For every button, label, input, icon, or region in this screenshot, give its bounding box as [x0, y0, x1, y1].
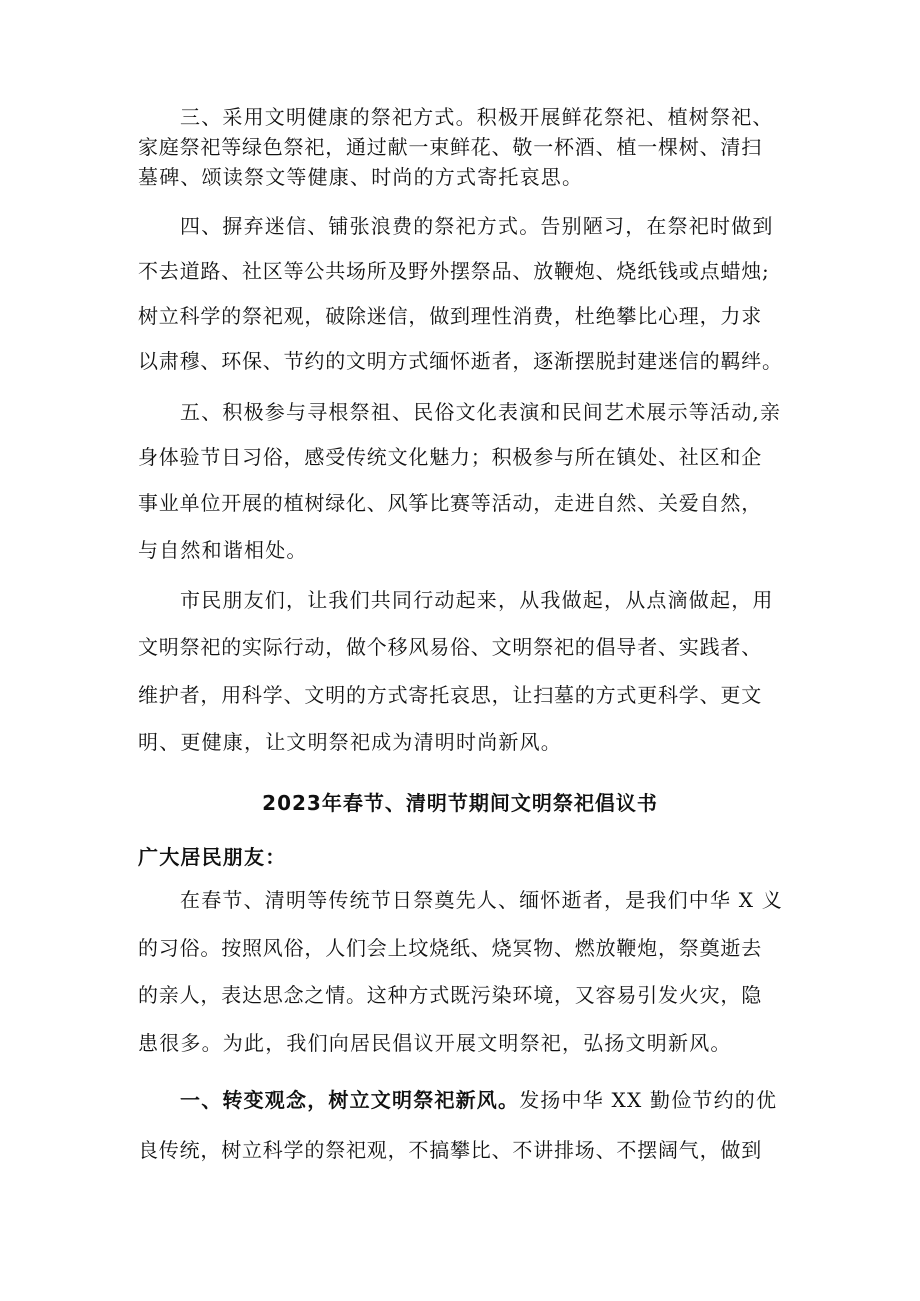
closing-paragraph-line-2: 文明祭祀的实际行动，做个移风易俗、文明祭祀的倡导者、实践者、 — [138, 635, 762, 659]
document-title: 2023年春节、清明节期间文明祭祀倡议书 — [262, 791, 658, 815]
intro-paragraph-line-4: 患很多。为此，我们向居民倡议开展文明祭祀，弘扬文明新风。 — [138, 1031, 732, 1055]
section-1-heading: 一、转变观念，树立文明祭祀新风。 — [180, 1088, 520, 1112]
closing-paragraph-line-4: 明、更健康，让文明祭祀成为清明时尚新风。 — [138, 730, 562, 754]
paragraph-3-line-3: 墓碑、颂读祭文等健康、时尚的方式寄托哀思。 — [138, 165, 584, 189]
paragraph-4-line-3: 树立科学的祭祀观，破除迷信，做到理性消费，杜绝攀比心理，力求 — [138, 304, 762, 328]
paragraph-5-line-2: 身体验节日习俗，感受传统文化魅力；积极参与所在镇处、社区和企 — [138, 445, 762, 469]
salutation: 广大居民朋友： — [138, 845, 287, 869]
paragraph-4-line-4: 以肃穆、环保、节约的文明方式缅怀逝者，逐渐摆脱封建迷信的羁绊。 — [138, 349, 783, 373]
section-1-line-2: 良传统，树立科学的祭祀观，不搞攀比、不讲排场、不摆阔气，做到 — [138, 1138, 762, 1162]
paragraph-4-line-2: 不去道路、社区等公共场所及野外摆祭品、放鞭炮、烧纸钱或点蜡烛; — [138, 259, 770, 283]
paragraph-5-line-1: 五、积极参与寻根祭祖、民俗文化表演和民间艺术展示等活动,亲 — [180, 400, 782, 424]
section-1-text: 发扬中华 XX 勤俭节约的优 — [519, 1088, 778, 1112]
intro-paragraph-line-3: 的亲人，表达思念之情。这种方式既污染环境，又容易引发火灾，隐 — [138, 983, 762, 1007]
intro-paragraph-line-1: 在春节、清明等传统节日祭奠先人、缅怀逝者，是我们中华 X 义 — [180, 888, 783, 912]
paragraph-4-line-1: 四、摒弃迷信、铺张浪费的祭祀方式。告别陋习，在祭祀时做到 — [180, 214, 774, 238]
paragraph-3-line-1: 三、采用文明健康的祭祀方式。积极开展鲜花祭祀、植树祭祀、 — [180, 105, 774, 129]
paragraph-3-line-2: 家庭祭祀等绿色祭祀，通过献一束鲜花、敬一杯酒、植一棵树、清扫 — [138, 135, 762, 159]
section-1-line-1 — [180, 1084, 777, 1113]
paragraph-5-line-3: 事业单位开展的植树绿化、风筝比赛等活动，走进自然、关爱自然， — [138, 491, 762, 515]
paragraph-5-line-4: 与自然和谐相处。 — [138, 538, 308, 562]
closing-paragraph-line-3: 维护者，用科学、文明的方式寄托哀思，让扫墓的方式更科学、更文 — [138, 683, 762, 707]
intro-paragraph-line-2: 的习俗。按照风俗，人们会上坟烧纸、烧冥物、燃放鞭炮，祭奠逝去 — [138, 936, 762, 960]
closing-paragraph-line-1: 市民朋友们，让我们共同行动起来，从我做起，从点滴做起，用 — [180, 588, 774, 612]
